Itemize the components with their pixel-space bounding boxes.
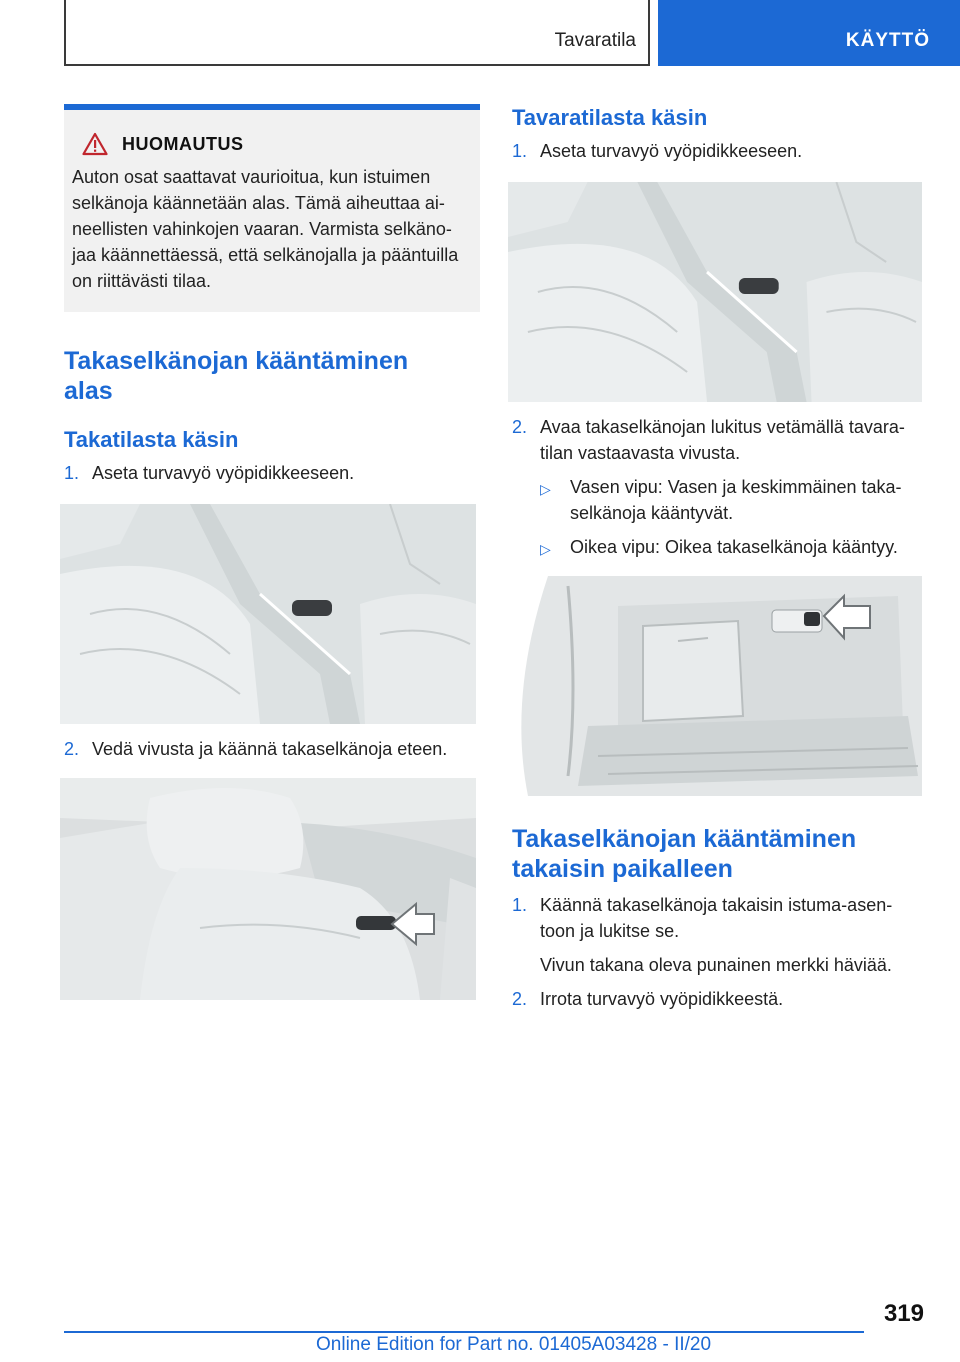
step-text: Aseta turvavyö vyöpidikkeeseen.	[92, 463, 355, 483]
sub-item	[540, 534, 924, 562]
step-text: Aseta turvavyö vyöpidikkeeseen.	[540, 141, 803, 161]
figure-seatback-lever	[60, 778, 476, 1000]
step-text: Irrota turvavyö vyöpidikkeestä.	[540, 989, 784, 1009]
sub-line: selkänoja kääntyvät.	[570, 503, 734, 523]
figure-seatbelt-holder-rear	[60, 504, 476, 724]
subheading-cargo-area: Tavaratilasta käsin	[512, 105, 708, 130]
step-number: 1.	[512, 895, 528, 915]
step-line: Käännä takaselkänoja takaisin istuma-asen‐	[540, 895, 893, 915]
step-line: Avaa takaselkänojan lukitus vetämällä tavara‐	[540, 417, 905, 437]
step-item	[64, 736, 480, 762]
sub-line: Vasen vipu: Vasen ja keskimmäinen taka‐	[570, 477, 902, 497]
step-item	[512, 138, 924, 164]
footer-divider	[64, 1331, 864, 1333]
heading-line: Takaselkänojan kääntäminen	[512, 825, 857, 853]
header-section-title: Tavaratila	[554, 30, 636, 51]
triangle-bullet-icon: ▷	[540, 541, 551, 557]
step-text	[540, 414, 924, 466]
step-number: 2.	[512, 989, 528, 1009]
page-number: 319	[883, 1300, 924, 1327]
sub-item	[540, 474, 924, 526]
step-number: 1.	[512, 141, 528, 161]
step-item	[512, 414, 924, 466]
warning-triangle-icon	[82, 132, 108, 156]
step-number: 1.	[64, 463, 80, 483]
notice-body	[72, 164, 470, 294]
notice-box	[64, 104, 480, 312]
step-number: 2.	[512, 417, 528, 437]
step-line: toon ja lukitse se.	[540, 921, 680, 941]
right-column	[512, 104, 924, 1012]
figure-seatbelt-holder-cargo	[508, 182, 922, 402]
notice-line: selkänoja käännetään alas. Tämä aiheuttaa ai‐	[72, 193, 445, 213]
heading-line: alas	[64, 377, 113, 405]
notice-line: Auton osat saattavat vaurioitua, kun istuimen	[72, 167, 431, 187]
step-item	[512, 986, 924, 1012]
step-line: tilan vastaavasta vivusta.	[540, 443, 741, 463]
sub-text	[570, 474, 924, 526]
notice-header	[72, 132, 470, 156]
footer-edition: Online Edition for Part no. 01405A03428 - II/20	[316, 1334, 712, 1355]
heading-line: Takaselkänojan kääntäminen	[64, 347, 409, 375]
header-chapter-title: KÄYTTÖ	[845, 30, 930, 51]
section-heading-fold-down	[64, 346, 480, 406]
step-text	[540, 892, 924, 944]
step-note: Vivun takana oleva punainen merkki häviää.	[540, 955, 892, 975]
step-item	[512, 892, 924, 944]
notice-line: on riittävästi tilaa.	[72, 271, 212, 291]
notice-line: neellisten vahinkojen vaaran. Varmista selkäno‐	[72, 219, 452, 239]
belt-holder-shape	[292, 600, 332, 616]
step-item	[64, 460, 480, 486]
triangle-bullet-icon: ▷	[540, 481, 551, 497]
subheading-rear-seat: Takatilasta käsin	[64, 427, 239, 452]
heading-line: takaisin paikalleen	[512, 855, 733, 883]
section-heading-fold-back	[512, 824, 924, 884]
step-text: Vedä vivusta ja käännä takaselkänoja eteen.	[92, 739, 448, 759]
header-section-box	[64, 0, 650, 66]
figure-cargo-lever	[508, 576, 922, 796]
header-chapter-tab	[658, 0, 960, 66]
notice-title: HUOMAUTUS	[122, 133, 244, 154]
step-number: 2.	[64, 739, 80, 759]
sub-text: Oikea vipu: Oikea takaselkänoja kääntyy.	[570, 537, 898, 557]
left-column	[64, 104, 480, 1000]
notice-line: jaa käännettäessä, että selkänojalla ja pääntuilla	[72, 245, 459, 265]
